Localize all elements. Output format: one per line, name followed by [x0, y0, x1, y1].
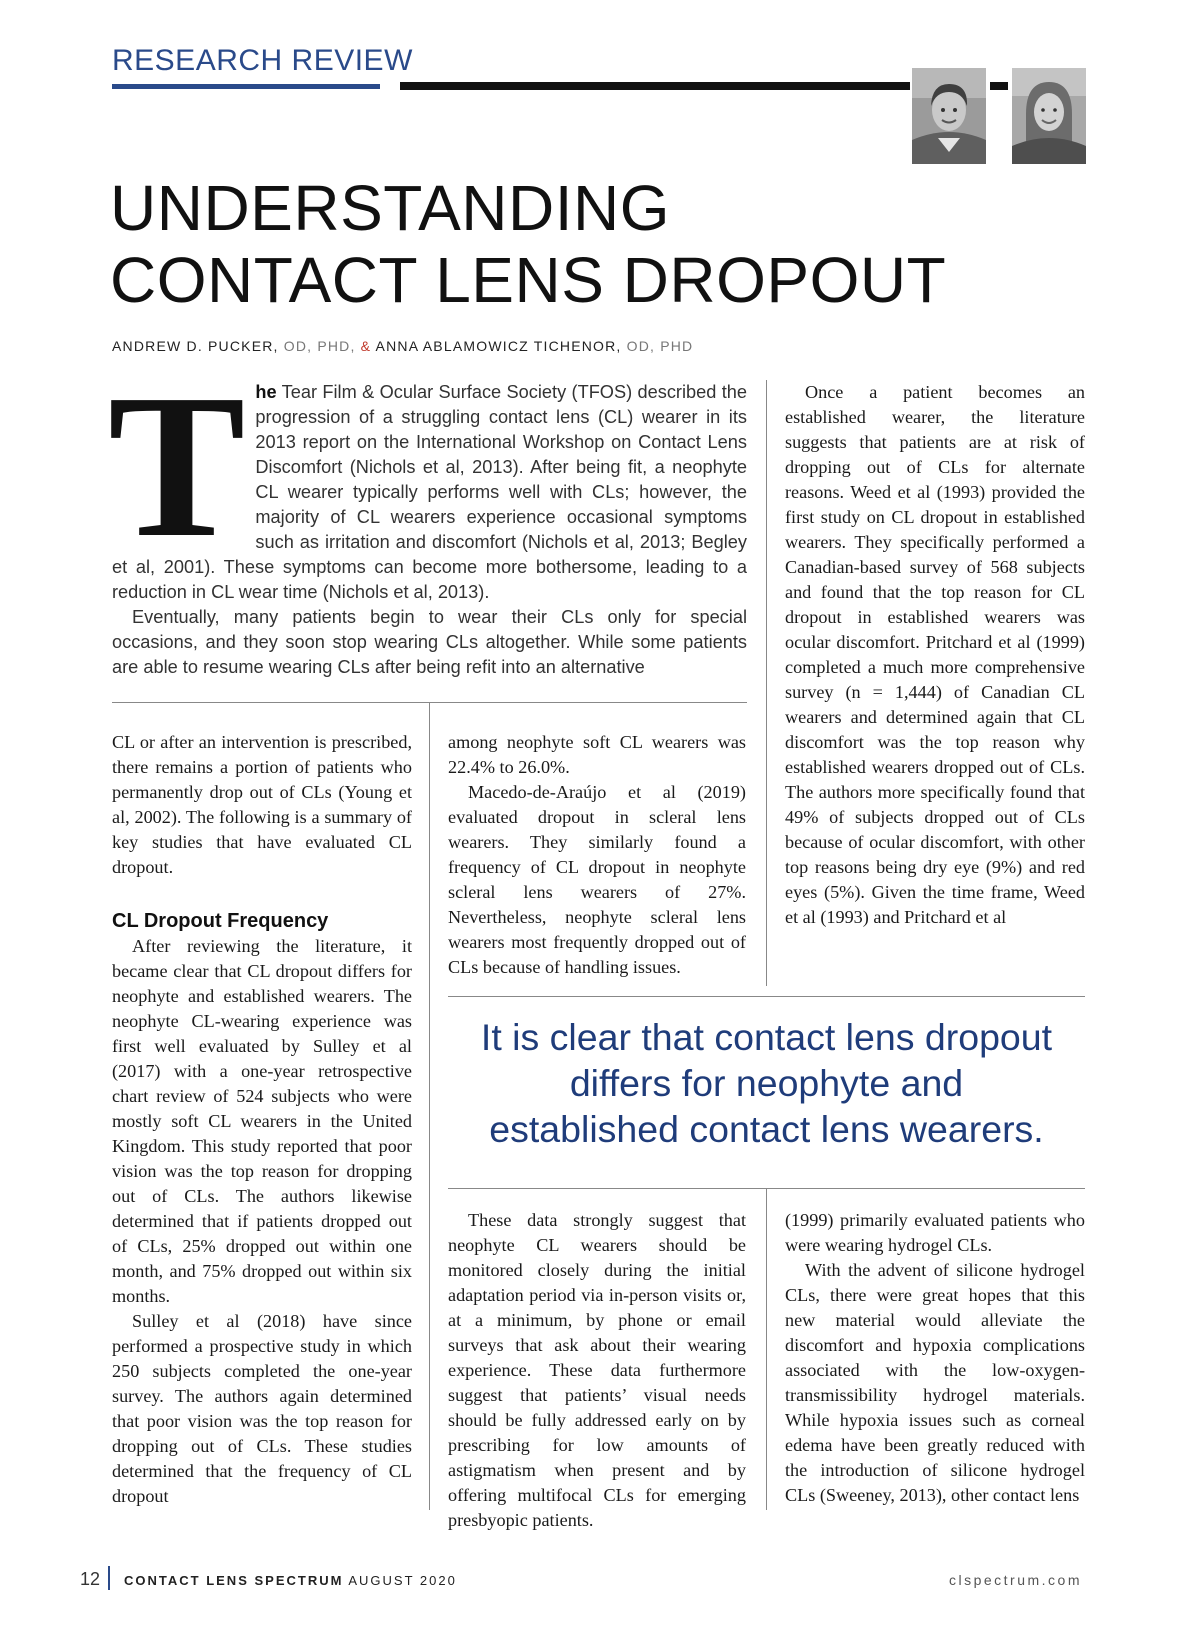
footer-divider	[108, 1566, 110, 1590]
col2-paragraph-2: Macedo-de-Araújo et al (2019) evaluated dropout in scleral lens wearers. They similarly found a frequency of CL dropout in neophyte scleral lens wearers of 27%. Nevertheless, neophyte scleral lens wearers most frequently dropped out of CLs because of handling issues.	[448, 782, 746, 977]
section-heading-dropout-frequency: CL Dropout Frequency	[112, 910, 329, 932]
column-2-top	[448, 730, 746, 980]
column-1	[112, 730, 412, 1509]
author-photo-tichenor-image	[1012, 68, 1086, 164]
column-3-top	[785, 380, 1085, 930]
byline-ampersand: &	[360, 338, 372, 354]
intro-text	[108, 351, 747, 680]
magazine-name: CONTACT LENS SPECTRUM	[124, 1573, 344, 1588]
column-3-bottom	[785, 1208, 1085, 1508]
author-1-name: ANDREW D. PUCKER,	[112, 338, 279, 354]
column-divider-right-top	[766, 380, 767, 986]
article-title-line-1: UNDERSTANDING	[110, 172, 670, 244]
col2-paragraph-1: among neophyte soft CL wearers was 22.4% to 26.0%.	[448, 732, 746, 777]
pullquote-rule-bottom	[448, 1188, 1085, 1189]
col1-paragraph-3: Sulley et al (2018) have since performed a prospective study in which 250 subjects completed the one-year survey. The authors again determined that poor vision was the top reason for dropping out of CLs. These studies determined that the frequency of CL dropout	[112, 1311, 412, 1506]
article-title	[110, 172, 946, 316]
intro-lead-word: he	[255, 382, 277, 402]
author-photo-pucker-image	[912, 68, 986, 164]
footer-publication	[124, 1573, 457, 1588]
author-2-credentials: OD, PHD	[626, 338, 694, 354]
col1-paragraph-2: After reviewing the literature, it became clear that CL dropout differs for neophyte and established wearers. The neophyte CL-wearing experience was first well evaluated by Sulley et al (2017) with a one-year retrospective chart review of 524 subjects who were mostly soft CL wearers in the United Kingdom. This study reported that poor vision was the top reason for dropping out of CLs. The authors likewise determined that if patients dropped out of CLs, 25% dropped out within one month, and 75% dropped out within six months.	[112, 936, 412, 1306]
author-1-credentials: OD, PHD,	[283, 338, 356, 354]
col3-paragraph-2: (1999) primarily evaluated patients who were wearing hydrogel CLs.	[785, 1210, 1085, 1255]
header-rule-accent	[990, 82, 1008, 90]
pull-quote-line-1: It is clear that contact lens dropout	[480, 1016, 1053, 1058]
page-number: 12	[80, 1569, 101, 1589]
issue-date: AUGUST 2020	[348, 1573, 457, 1588]
col3-paragraph-1: Once a patient becomes an established wearer, the literature suggests that patients are at risk of dropping out of CLs for alternate reasons. Weed et al (1993) provided the first study on CL dropout in established wearers. They specifically performed a Canadian-based survey of 568 subjects and found that the top reason for CL dropout in established wearers was ocular discomfort. Pritchard et al (1999) completed a much more comprehensive survey (n = 1,444) of Canadian CL wearers and determined again that CL discomfort was the top reason why established wearers dropped out of CLs. The authors more specifically found that 49% of subjects dropped out of CLs because of ocular discomfort, with other top reasons being dry eye (9%) and red eyes (5%). Given the time frame, Weed et al (1993) and Pritchard et al	[785, 382, 1085, 927]
author-2-name: ANNA ABLAMOWICZ TICHENOR,	[375, 338, 622, 354]
column-2-bottom	[448, 1208, 746, 1533]
header-rule	[400, 82, 910, 90]
column-divider-left	[429, 702, 430, 1510]
pull-quote	[448, 1014, 1085, 1152]
section-underline	[112, 84, 380, 89]
author-photo-tichenor	[1012, 68, 1086, 164]
col2-paragraph-3: These data strongly suggest that neophyte CL wearers should be monitored closely during the initial adaptation period via in-person visits or, at a minimum, by phone or email surveys that ask about their wearing experience. These data furthermore suggest that patients’ visual needs should be fully addressed early on by prescribing for low amounts of astigmatism when present and by offering multifocal CLs for emerging presbyopic patients.	[448, 1210, 746, 1530]
pull-quote-line-3: established contact lens wearers.	[489, 1108, 1044, 1150]
drop-cap: T	[108, 351, 246, 580]
column-divider-right-bottom	[766, 1188, 767, 1510]
pullquote-rule-top	[448, 996, 1085, 997]
footer-url: clspectrum.com	[948, 1572, 1082, 1588]
intro-paragraph-2: Eventually, many patients begin to wear their CLs only for special occasions, and they soon stop wearing CLs altogether. While some patients are able to resume wearing CLs after being refit into an alternative	[112, 607, 747, 677]
section-label: RESEARCH REVIEW	[112, 44, 413, 77]
author-photo-pucker	[912, 68, 986, 164]
pull-quote-line-2: differs for neophyte and	[569, 1062, 964, 1104]
article-title-line-2: CONTACT LENS DROPOUT	[110, 244, 947, 316]
col1-paragraph-1: CL or after an intervention is prescribed, there remains a portion of patients who permanently drop out of CLs (Young et al, 2002). The following is a summary of key studies that have evaluated CL dropout.	[112, 732, 412, 877]
intro-paragraph-1-text: Tear Film & Ocular Surface Society (TFOS) described the progression of a struggling contact lens (CL) wearer in its 2013 report on the International Workshop on Contact Lens Discomfort (Nichols et al, 2013). After being fit, a neophyte CL wearer typically performs well with CLs; however, the majority of CL wearers experience occasional symptoms such as irritation and discomfort (Nichols et al, 2013; Begley et al, 2001). These symptoms can become more bothersome, leading to a reduction in CL wear time (Nichols et al, 2013).	[112, 382, 747, 602]
col3-paragraph-3: With the advent of silicone hydrogel CLs, there were great hopes that this new material would alleviate the discomfort and hypoxia complications associated with the low-oxygen-transmissibility hydrogel materials. While hypoxia issues such as corneal edema have been greatly reduced with the introduction of silicone hydrogel CLs (Sweeney, 2013), other contact lens	[785, 1260, 1085, 1505]
